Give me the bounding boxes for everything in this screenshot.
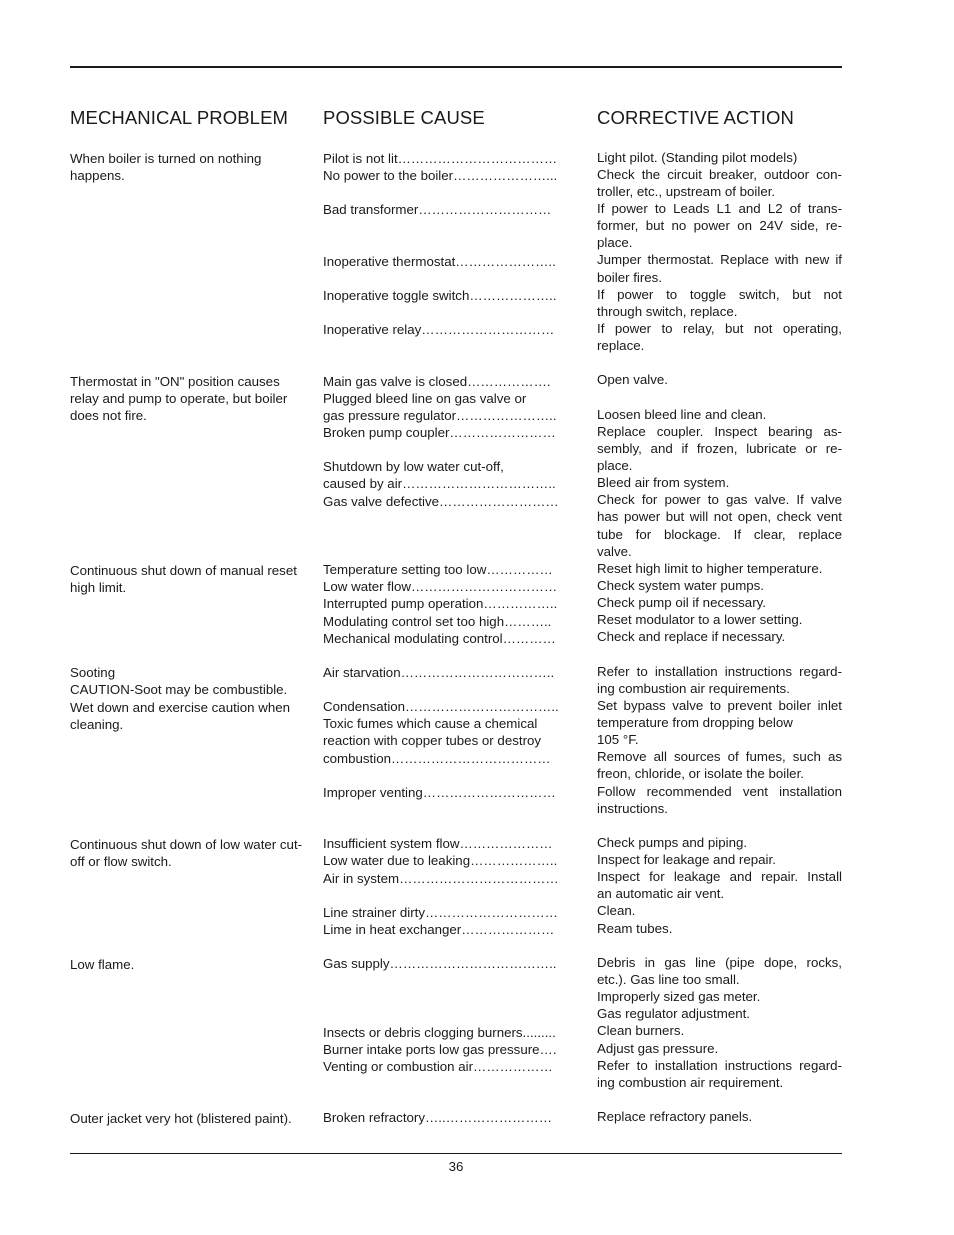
cause-line: Condensation…………………………….. [323, 699, 559, 714]
header-mechanical-problem: MECHANICAL PROBLEM [70, 107, 289, 128]
action-line: boiler fires. [597, 270, 663, 285]
action-line: Bleed air from system. [597, 475, 730, 490]
cause-line: Shutdown by low water cut-off, [323, 459, 504, 474]
problem-line: cleaning. [70, 717, 124, 732]
cause-line: Plugged bleed line on gas valve or [323, 391, 527, 406]
cause-line: Inoperative relay………………………… [323, 322, 555, 337]
action-line: tube for blockage. If clear, replace [597, 527, 842, 542]
action-line: has power but will not open, check vent [597, 509, 842, 524]
action-line: 105 °F. [597, 732, 639, 747]
cause-line: Main gas valve is closed………………. [323, 374, 551, 389]
action-line: Check and replace if necessary. [597, 629, 786, 644]
cause-line: Inoperative toggle switch……………….. [323, 288, 557, 303]
cause-line: Mechanical modulating control………… [323, 631, 556, 646]
cause-line: Modulating control set too high……….. [323, 614, 552, 629]
problem-line: CAUTION-Soot may be combustible. [70, 682, 288, 697]
action-line: Replace refractory panels. [597, 1109, 753, 1124]
cause-line: caused by air…………………………….. [323, 476, 556, 491]
problem-line: relay and pump to operate, but boiler [70, 391, 288, 406]
problem-line: Low flame. [70, 957, 135, 972]
action-line: Inspect for leakage and repair. Install [597, 869, 842, 884]
action-line: Refer to installation instructions regard- [597, 1058, 842, 1073]
cause-line: Toxic fumes which cause a chemical [323, 716, 538, 731]
action-line: Gas regulator adjustment. [597, 1006, 750, 1021]
cause-line: combustion……………………………… [323, 751, 551, 766]
problem-line: Outer jacket very hot (blistered paint). [70, 1111, 292, 1126]
action-line: Check pumps and piping. [597, 835, 748, 850]
cause-line: reaction with copper tubes or destroy [323, 733, 542, 748]
action-line: Clean. [597, 903, 636, 918]
action-line: through switch, replace. [597, 304, 738, 319]
cause-line: Gas supply……………………………….. [323, 956, 557, 971]
cause-line: Pilot is not lit……………………………… [323, 151, 558, 166]
cause-line: Low water due to leaking……………….. [323, 853, 558, 868]
cause-line: Lime in heat exchanger………………… [323, 922, 555, 937]
problem-line: does not fire. [70, 408, 147, 423]
action-line: former, but no power on 24V side, re- [597, 218, 842, 233]
cause-line: Low water flow…………………………… [323, 579, 558, 594]
action-line: etc.). Gas line too small. [597, 972, 740, 987]
action-line: Check system water pumps. [597, 578, 765, 593]
action-line: Check for power to gas valve. If valve [597, 492, 842, 507]
action-line: Set bypass valve to prevent boiler inlet [597, 698, 842, 713]
problem-line: Continuous shut down of low water cut- [70, 837, 303, 852]
action-line: Jumper thermostat. Replace with new if [597, 252, 842, 267]
action-line: Loosen bleed line and clean. [597, 407, 767, 422]
cause-line: gas pressure regulator………………….. [323, 408, 557, 423]
cause-line: Venting or combustion air……………… [323, 1059, 553, 1074]
action-line: troller, etc., upstream of boiler. [597, 184, 776, 199]
problem-line: Continuous shut down of manual reset [70, 563, 297, 578]
action-line: ing combustion air requirements. [597, 681, 790, 696]
problem-line: Wet down and exercise caution when [70, 700, 291, 715]
cause-line: Air starvation…………………………….. [323, 665, 555, 680]
problem-line: When boiler is turned on nothing [70, 151, 262, 166]
action-line: Follow recommended vent installation [597, 784, 842, 799]
cause-line: Gas valve defective……………………… [323, 494, 559, 509]
cause-line: Temperature setting too low…………… [323, 562, 553, 577]
action-line: Ream tubes. [597, 921, 673, 936]
cause-line: No power to the boiler…………………... [323, 168, 558, 183]
problem-line: happens. [70, 168, 125, 183]
action-line: Remove all sources of fumes, such as [597, 749, 842, 764]
cause-line: Air in system……………………………… [323, 871, 559, 886]
problem-line: high limit. [70, 580, 127, 595]
action-line: Reset modulator to a lower setting. [597, 612, 803, 627]
cause-line: Inoperative thermostat………………….. [323, 254, 556, 269]
action-line: place. [597, 458, 633, 473]
action-line: place. [597, 235, 633, 250]
action-line: Refer to installation instructions regard- [597, 664, 842, 679]
action-line: If power to toggle switch, but not [597, 287, 842, 302]
header-possible-cause: POSSIBLE CAUSE [323, 107, 485, 128]
cause-line: Burner intake ports low gas pressure…. [323, 1042, 557, 1057]
action-line: freon, chloride, or isolate the boiler. [597, 766, 804, 781]
cause-line: Insects or debris clogging burners......... [323, 1025, 556, 1040]
problem-line: Sooting [70, 665, 116, 680]
action-line: an automatic air vent. [597, 886, 725, 901]
action-line: Inspect for leakage and repair. [597, 852, 776, 867]
problem-line: Thermostat in "ON" position causes [70, 374, 280, 389]
action-line: replace. [597, 338, 645, 353]
action-line: temperature from dropping below [597, 715, 793, 730]
cause-line: Broken refractory…..…………………… [323, 1110, 553, 1125]
action-line: sembly, and if frozen, lubricate or re- [597, 441, 842, 456]
action-line: Adjust gas pressure. [597, 1041, 719, 1056]
action-line: Reset high limit to higher temperature. [597, 561, 823, 576]
header-corrective-action: CORRECTIVE ACTION [597, 107, 794, 128]
cause-line: Line strainer dirty………………………… [323, 905, 558, 920]
cause-line: Broken pump coupler…………………… [323, 425, 556, 440]
action-line: If power to Leads L1 and L2 of trans- [597, 201, 842, 216]
page-number: 36 [448, 1159, 464, 1174]
action-line: valve. [597, 544, 632, 559]
action-line: Open valve. [597, 372, 668, 387]
bottom-rule [70, 1153, 842, 1154]
action-line: Check the circuit breaker, outdoor con- [597, 167, 842, 182]
action-line: Replace coupler. Inspect bearing as- [597, 424, 842, 439]
cause-line: Improper venting………………………… [323, 785, 556, 800]
problem-line: off or flow switch. [70, 854, 172, 869]
cause-line: Bad transformer………………………… [323, 202, 552, 217]
action-line: instructions. [597, 801, 668, 816]
action-line: Check pump oil if necessary. [597, 595, 766, 610]
top-rule [70, 66, 842, 68]
action-line: ing combustion air requirement. [597, 1075, 784, 1090]
action-line: Debris in gas line (pipe dope, rocks, [597, 955, 842, 970]
action-line: If power to relay, but not operating, [597, 321, 842, 336]
action-line: Clean burners. [597, 1023, 685, 1038]
cause-line: Insufficient system flow………………… [323, 836, 553, 851]
cause-line: Interrupted pump operation…………….. [323, 596, 558, 611]
action-line: Light pilot. (Standing pilot models) [597, 150, 798, 165]
action-line: Improperly sized gas meter. [597, 989, 761, 1004]
